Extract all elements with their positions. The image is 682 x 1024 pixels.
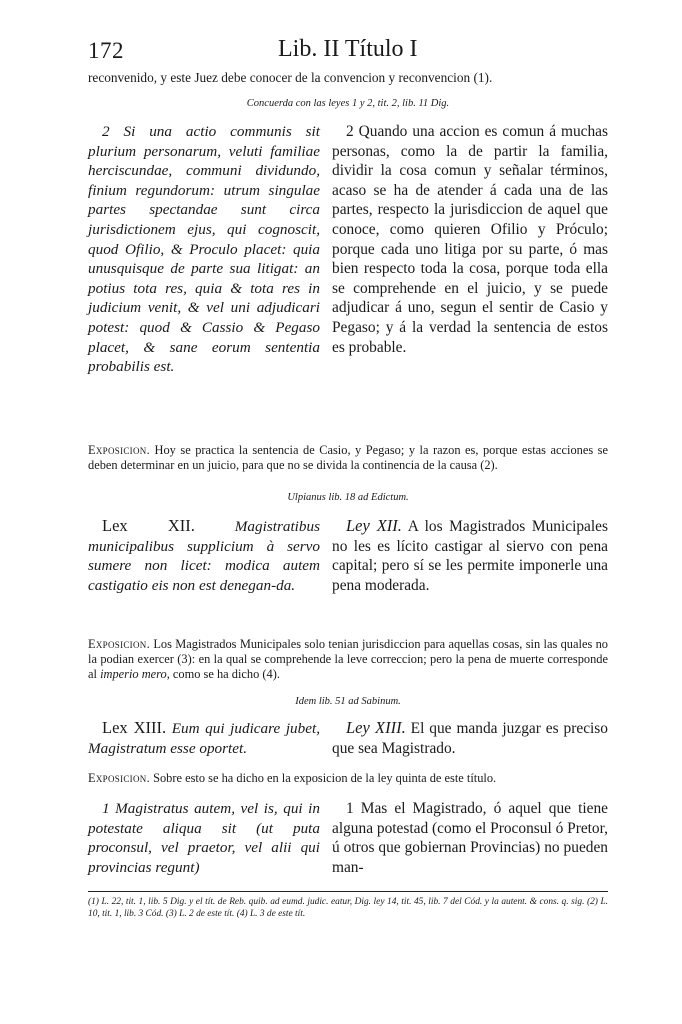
exposition-1 xyxy=(88,443,608,473)
lex-heading: Lex XII. xyxy=(102,516,195,535)
spanish-text: 2 Quando una accion es comun á muchas personas, como la de partir la familia, dividir la cosa comun y señalar términos, acaso se ha de atender á cada una de las partes, respecto la jurisdiccion de aquel que conoce, como quieren Ofilio y Próculo; porque cada uno litiga por su parte, ó mas bien respecto toda la cosa, porque toda ella se comprehende en el juicio, y se puede adjudicar á uno, segun el sentir de Casio y Pegaso; y á la verdad la sentencia de estos es probable. xyxy=(332,123,608,356)
spanish-column-section-2 xyxy=(332,122,608,357)
ley-heading: Ley XII. xyxy=(346,516,402,535)
latin-text: Eum qui judicare jubet, Magistratum esse oportet. xyxy=(88,720,320,757)
page-number: 172 xyxy=(88,38,124,63)
exposition-3 xyxy=(88,771,608,786)
footnote-divider xyxy=(88,891,608,892)
latin-text: 2 Si una actio communis sit plurium personarum, veluti familiae herciscundae, communi dividundo, finium regundorum: utrum singulae partes spectandae sunt circa jurisdictionem ejus, qui cognoscit, quod Ofilio, & Proculo placet: quia unusquisque de parte sua litigat: an potius tota res, quia & tota res in judicium venit, & vel uni adjudicari potest: quod & Cassio & Pegaso placet, & sane eorum sententia probabilis est. xyxy=(88,123,320,376)
spanish-text: El que manda juzgar es preciso que sea Magistrado. xyxy=(332,720,608,757)
latin-column-section-1 xyxy=(88,799,320,877)
lex-heading: Lex XIII. xyxy=(102,718,167,737)
spanish-text: 1 Mas el Magistrado, ó aquel que tiene alguna potestad (como el Proconsul ó Pretor, ú otros que gobiernan Provincias) no pueden man- xyxy=(332,800,608,876)
exposition-label: Exposicion. xyxy=(88,771,150,785)
exposition-text: Los Magistrados Municipales solo tenian jurisdiccion para aquellas cosas, sin las quales no la podian exercer (3): en la qual se comprehende la leve correccion; pero la pena de muerte corresponde al xyxy=(88,637,608,681)
spanish-column-section-1 xyxy=(332,799,608,877)
source-citation-2: Idem lib. 51 ad Sabinum. xyxy=(295,696,401,707)
exposition-label: Exposicion. xyxy=(88,443,150,457)
exposition-text: Sobre esto se ha dicho en la exposicion de la ley quinta de este título. xyxy=(153,771,497,785)
latin-column-lex-13 xyxy=(88,718,320,758)
latin-column-section-2 xyxy=(88,122,320,377)
latin-text: 1 Magistratus autem, vel is, qui in potestate aliqua sit (ut puta proconsul, vel praetor, vel alii qui provincias regunt) xyxy=(88,800,320,876)
exposition-text: Hoy se practica la sentencia de Casio, y Pegaso; y la razon es, porque estas acciones se deben determinar en un juicio, para que no se divida la continencia de la causa (2). xyxy=(88,443,608,472)
source-citation-1: Ulpianus lib. 18 ad Edictum. xyxy=(287,492,409,503)
latin-text: Magistratibus municipalibus supplicium à servo sumere non licet: modica autem castigatio eis non est denegan-da. xyxy=(88,518,320,594)
concordance-citation: Concuerda con las leyes 1 y 2, tit. 2, lib. 11 Dig. xyxy=(246,98,450,109)
exposition-emphasis: imperio mero xyxy=(100,667,167,681)
footnotes: (1) L. 22, tit. 1, lib. 5 Dig. y el tít. de Reb. quib. ad eumd. judic. eatur, Dig. ley 14, tit. 45, lib. 7 del Cód. y la autent. & cons. q. sig. (2) L. 10, tit. 1, lib. 3 Cód. (3) L. 2 de este tít. (4) L. 3 de este tít. xyxy=(88,897,608,919)
exposition-text-end: , como se ha dicho (4). xyxy=(166,667,280,681)
spanish-text: A los Magistrados Municipales no les es lícito castigar al siervo con pena capital; pero sí se les permite imponerle una pena moderada. xyxy=(332,518,608,594)
spanish-column-ley-12 xyxy=(332,516,608,595)
exposition-label: Exposicion. xyxy=(88,637,150,651)
ley-heading: Ley XIII. xyxy=(346,718,406,737)
spanish-column-ley-13 xyxy=(332,718,608,758)
intro-line: reconvenido, y este Juez debe conocer de la convencion y reconvencion (1). xyxy=(88,70,493,85)
running-title: Lib. II Título I xyxy=(278,36,418,62)
latin-column-lex-12 xyxy=(88,516,320,595)
exposition-2 xyxy=(88,637,608,682)
